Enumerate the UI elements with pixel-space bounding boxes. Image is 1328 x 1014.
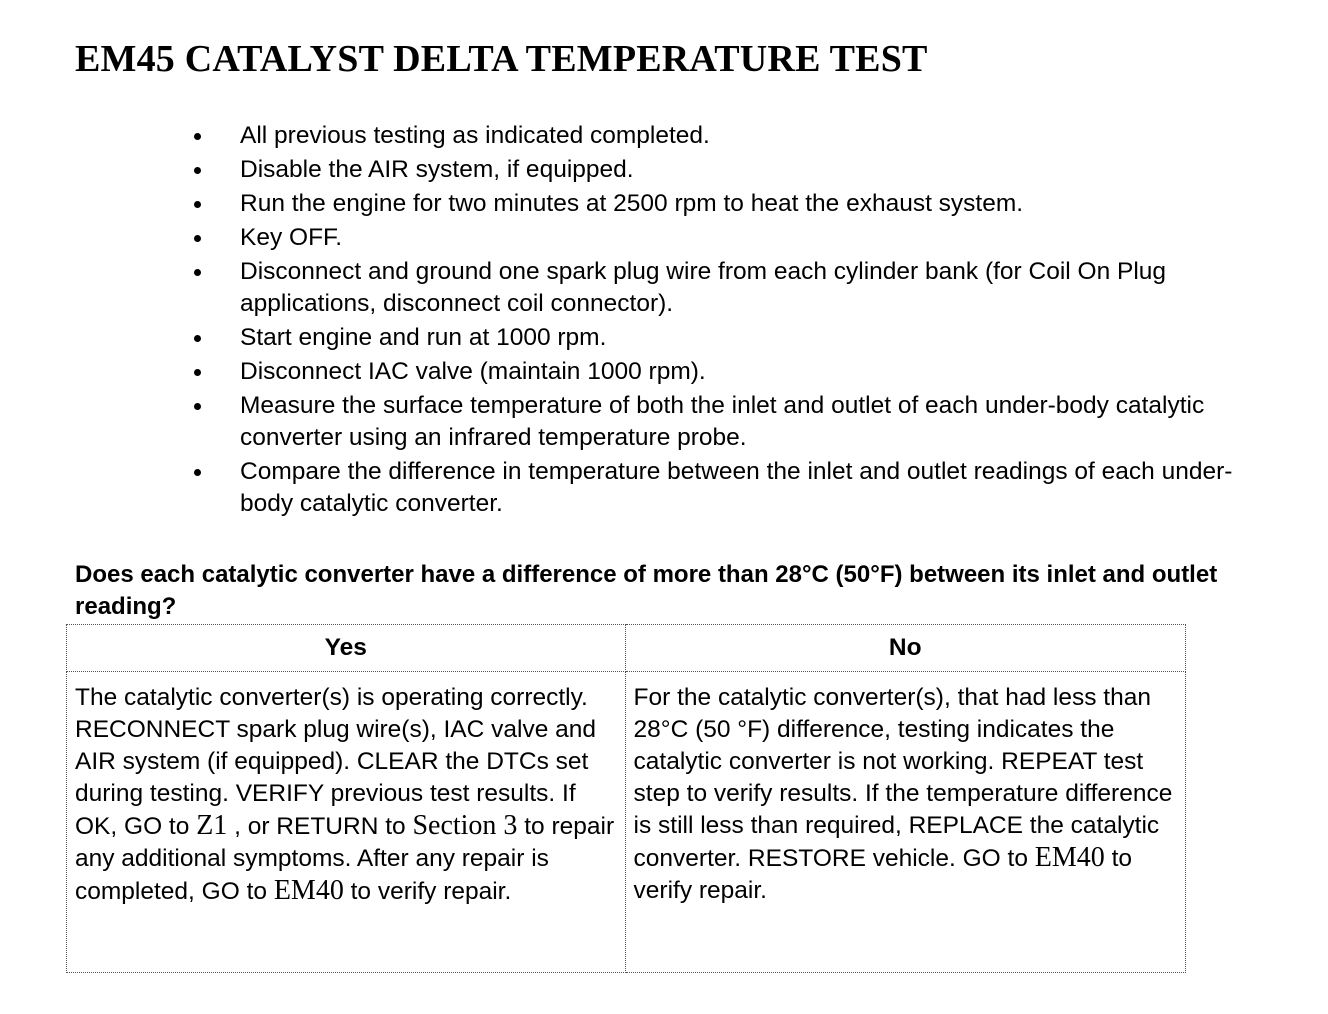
step-text: Disconnect and ground one spark plug wire from each cylinder bank (for Coil On Plug applications, disconnect coil connector). [240,258,1167,317]
bullet-icon [194,335,201,342]
em40-reference-link[interactable]: EM40 [273,875,344,906]
list-item [190,390,1250,454]
section-3-reference-link[interactable]: Section 3 [412,810,518,841]
step-text: Key OFF. [240,224,343,251]
list-item [190,456,1250,520]
no-column-header: No [625,625,1185,672]
procedure-steps-list [190,120,1250,522]
step-text: Start engine and run at 1000 rpm. [240,324,607,351]
bullet-icon [194,469,201,476]
no-result-cell [625,672,1185,973]
yes-result-text: to verify repair. [343,878,512,905]
step-text: Compare the difference in temperature between the inlet and outlet readings of each under-body catalytic converter. [240,458,1233,517]
em40-reference-link[interactable]: EM40 [1034,842,1105,873]
step-text: Disconnect IAC valve (maintain 1000 rpm). [240,358,706,385]
table-header-row [67,625,1186,672]
test-question: Does each catalytic converter have a difference of more than 28°C (50°F) between its inlet and outlet reading? [75,561,1218,620]
list-item [190,256,1250,320]
yes-result-text: , or RETURN to [227,813,413,840]
yes-result-cell [67,672,626,973]
bullet-icon [194,269,201,276]
step-text: Disable the AIR system, if equipped. [240,156,634,183]
bullet-icon [194,235,201,242]
bullet-icon [194,133,201,140]
bullet-icon [194,403,201,410]
bullet-icon [194,369,201,376]
no-result-text: For the catalytic converter(s), that had less than 28°C (50 °F) difference, testing indicates the catalytic converter is not working. REPEAT test step to verify results. If the temperature difference is still less than required, REPLACE the catalytic converter. RESTORE vehicle. GO to [633,684,1173,872]
list-item [190,188,1250,220]
list-item [190,120,1250,152]
table-row [67,672,1186,973]
list-item [190,322,1250,354]
bullet-icon [194,201,201,208]
list-item [190,222,1250,254]
step-text: All previous testing as indicated completed. [240,122,710,149]
yes-result-text: The catalytic converter(s) is operating correctly. RECONNECT spark plug wire(s), IAC valve and AIR system (if equipped). CLEAR the DTCs set during testing. VERIFY previous test results. If OK, GO to [75,684,597,840]
list-item [190,356,1250,388]
result-table [66,624,1186,973]
page-title: EM45 CATALYST DELTA TEMPERATURE TEST [75,38,928,80]
bullet-icon [194,167,201,174]
step-text: Run the engine for two minutes at 2500 rpm to heat the exhaust system. [240,190,1024,217]
yes-result-text: to repair any additional symptoms. After any repair is completed, GO to [75,813,615,905]
z1-reference-link[interactable]: Z1 [196,810,228,841]
step-text: Measure the surface temperature of both the inlet and outlet of each under-body catalytic converter using an infrared temperature probe. [240,392,1205,451]
list-item [190,154,1250,186]
no-result-text: to verify repair. [633,845,1133,904]
yes-column-header: Yes [67,625,626,672]
